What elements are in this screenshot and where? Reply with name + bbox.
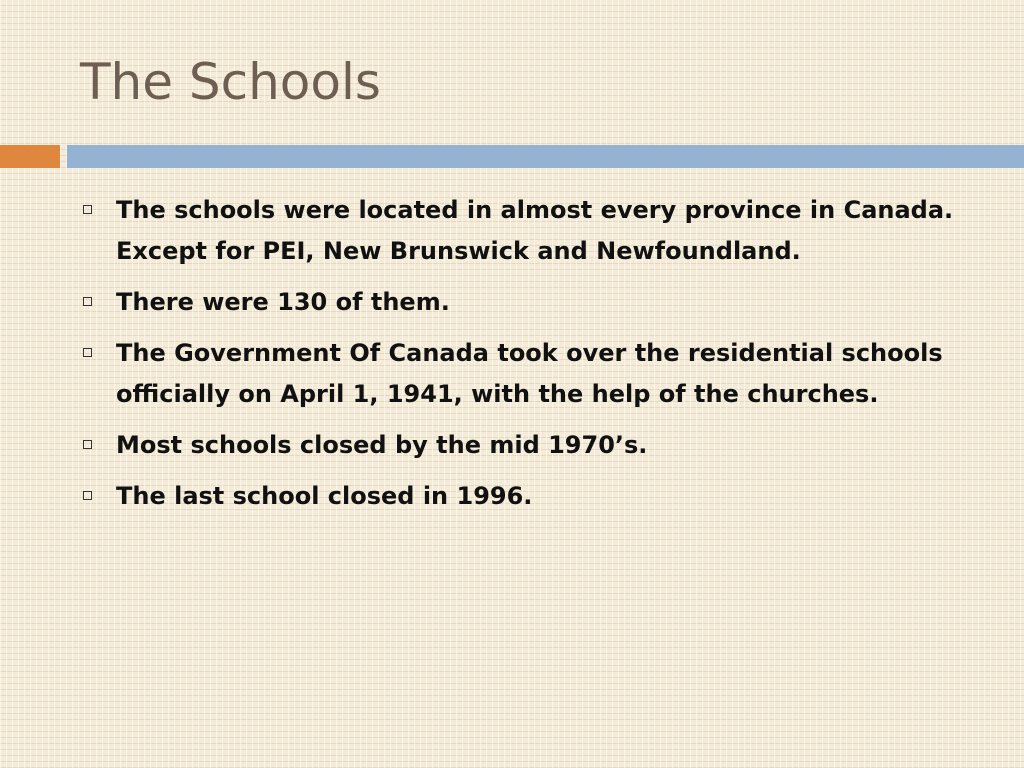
bullet-item-closures [80, 425, 980, 466]
square-bullet-icon [83, 297, 92, 306]
bullet-text: The schools were located in almost every province in Canada. Except for PEI, New Brunswick and Newfoundland. [116, 196, 954, 265]
bullet-item-provinces [80, 190, 980, 272]
blue-title-rule [67, 145, 1024, 168]
square-bullet-icon [83, 440, 92, 449]
orange-accent-bar [0, 145, 60, 168]
square-bullet-icon [83, 205, 92, 214]
bullet-list [80, 190, 980, 527]
bullet-text: There were 130 of them. [116, 288, 450, 316]
bullet-text: The last school closed in 1996. [116, 482, 533, 510]
square-bullet-icon [83, 348, 92, 357]
slide-title: The Schools [80, 53, 381, 111]
bullet-item-last-school [80, 476, 980, 517]
bullet-text: The Government Of Canada took over the residential schools officially on April 1, 1941, with the help of the churches. [116, 339, 943, 408]
square-bullet-icon [83, 491, 92, 500]
bullet-item-government [80, 333, 980, 415]
bullet-text: Most schools closed by the mid 1970’s. [116, 431, 648, 459]
bullet-item-count [80, 282, 980, 323]
